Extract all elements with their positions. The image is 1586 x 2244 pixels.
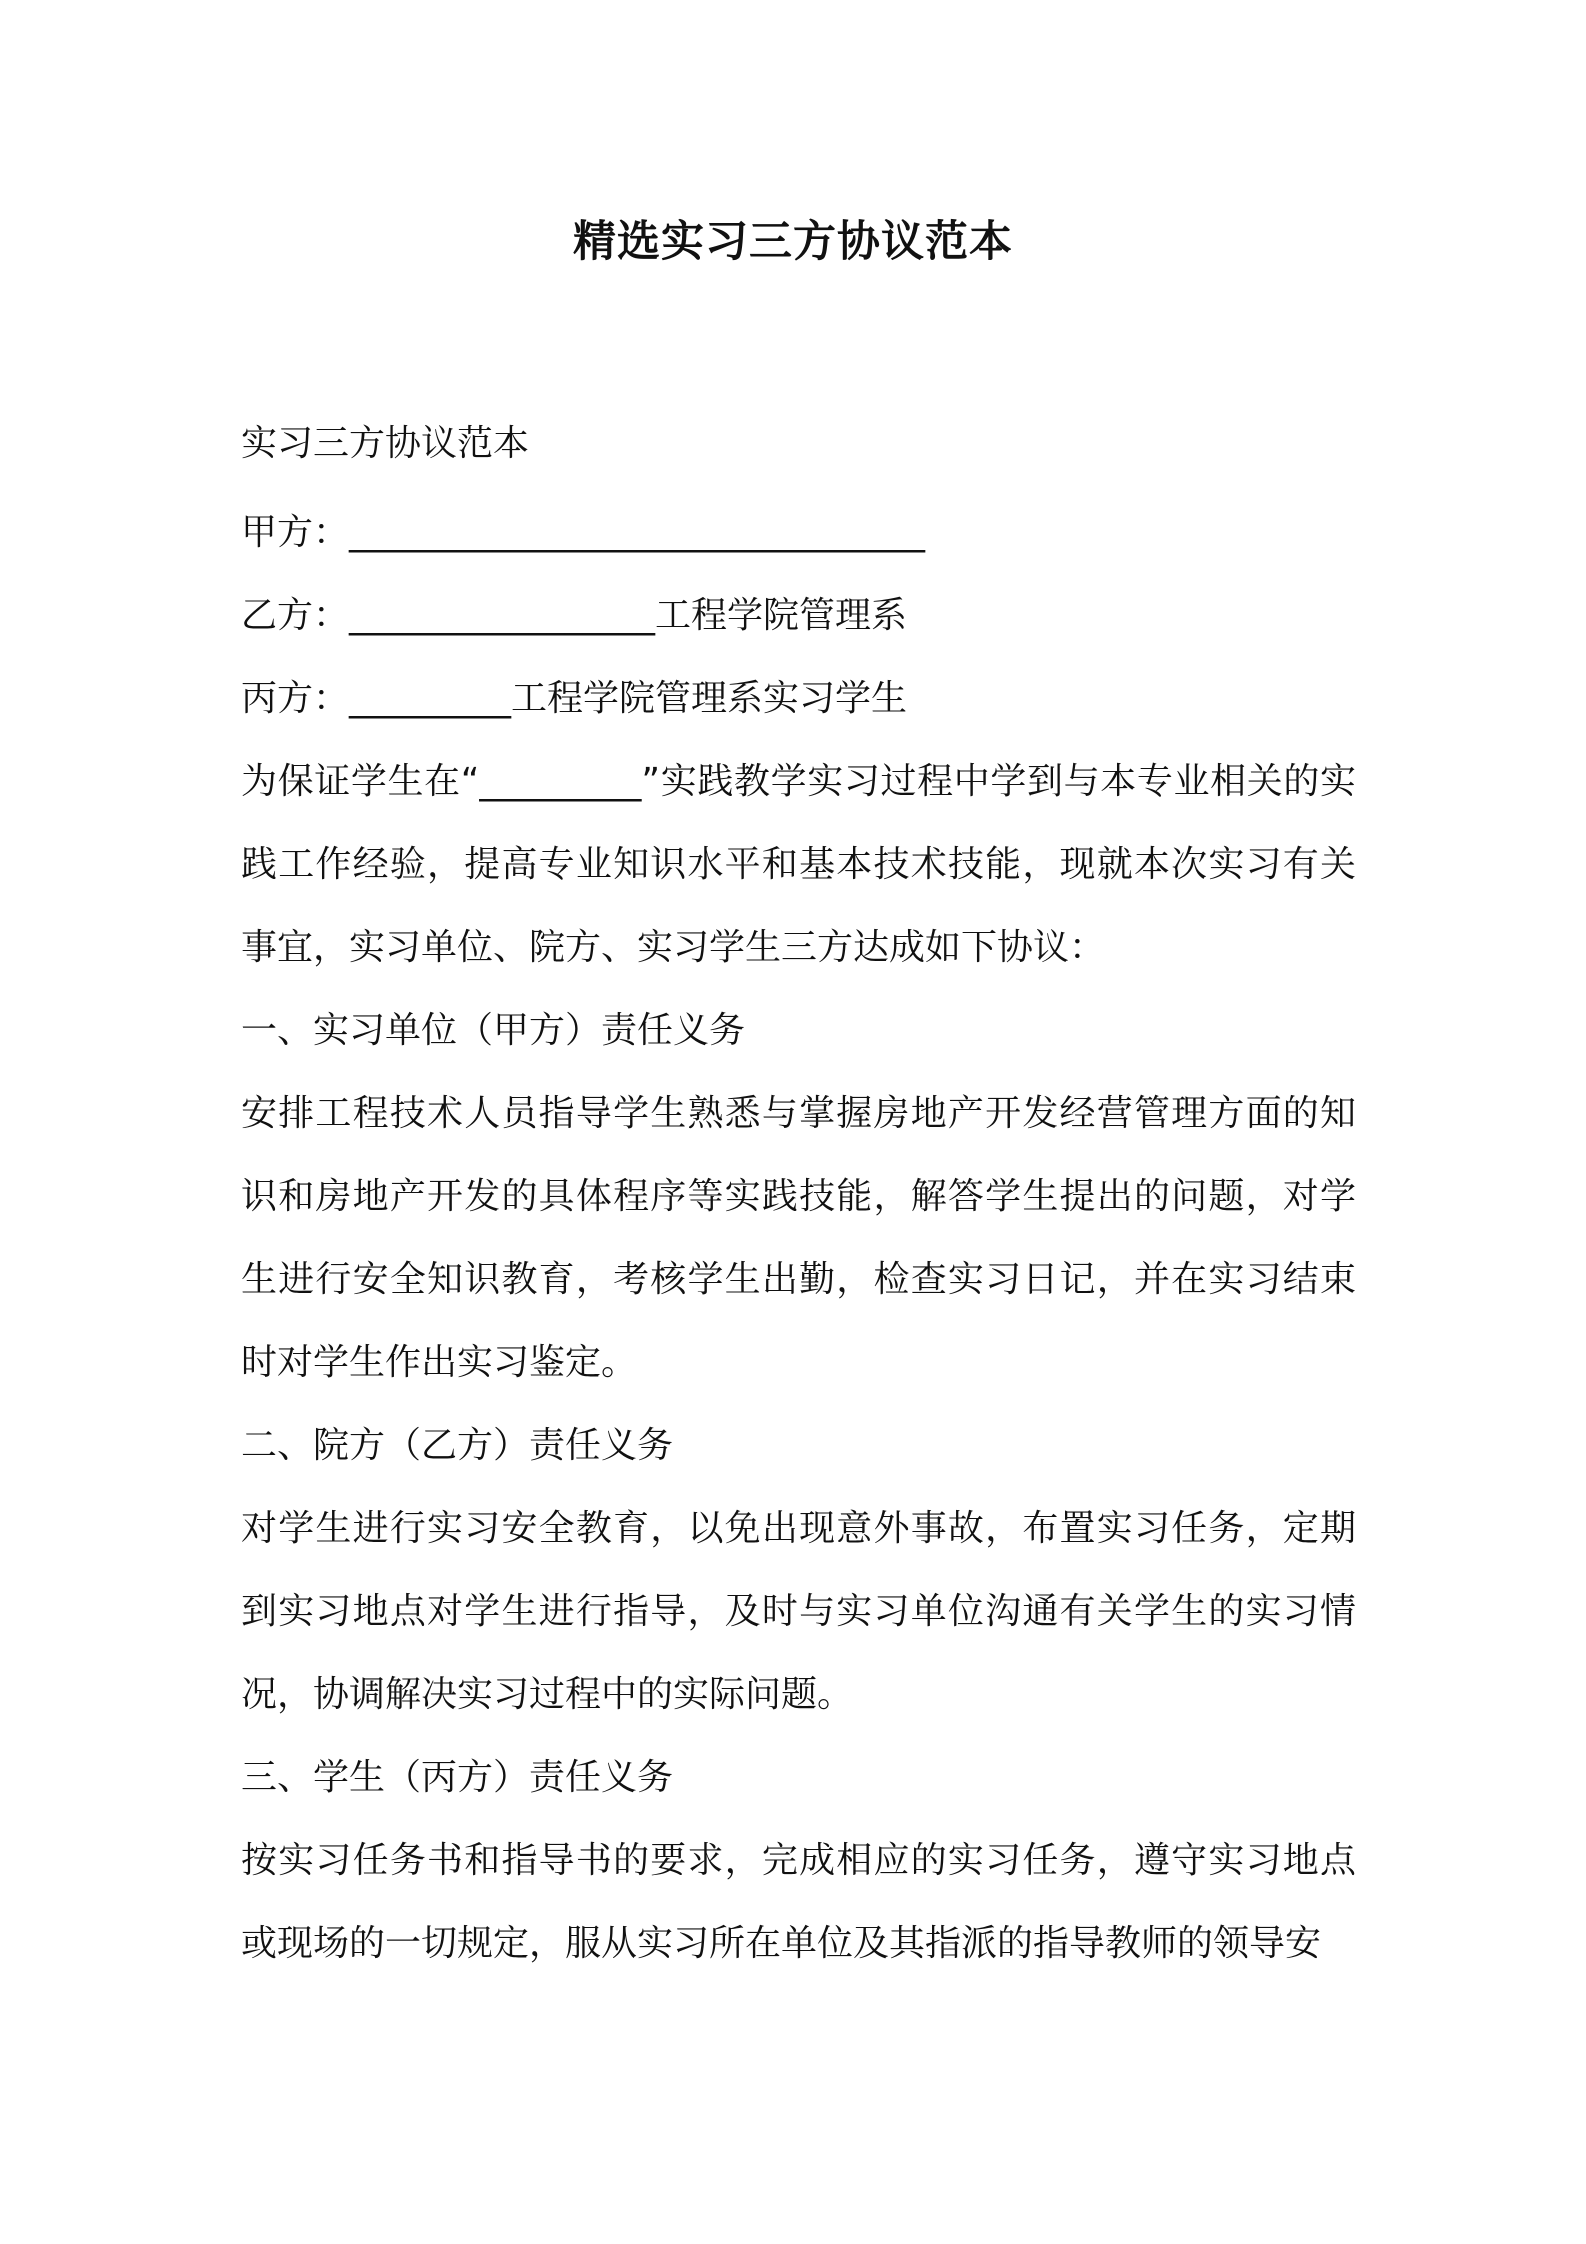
party-b-line: 乙方：_________________工程学院管理系: [241, 595, 908, 636]
document-subtitle: 实习三方协议范本: [241, 423, 530, 464]
section-3-paragraph: 按实习任务书和指导书的要求，完成相应的实习任务，遵守实习地点或现场的一切规定，服从实习所在单位及其指派的指导教师的领导安: [241, 1840, 1356, 1964]
section-1-paragraph: 安排工程技术人员指导学生熟悉与掌握房地产开发经营管理方面的知识和房地产开发的具体程序等实践技能，解答学生提出的问题，对学生进行安全知识教育，考核学生出勤，检查实习日记，并在实习结束时对学生作出实习鉴定。: [241, 1093, 1356, 1383]
document-title: 精选实习三方协议范本: [573, 217, 1013, 267]
party-a-line: 甲方：________________________________: [241, 512, 926, 553]
section-2-heading: 二、院方（乙方）责任义务: [241, 1425, 674, 1466]
section-2-paragraph: 对学生进行实习安全教育，以免出现意外事故，布置实习任务，定期到实习地点对学生进行指导，及时与实习单位沟通有关学生的实习情况，协调解决实习过程中的实际问题。: [241, 1508, 1356, 1715]
intro-paragraph: 为保证学生在“_________”实践教学实习过程中学到与本专业相关的实践工作经验，提高专业知识水平和基本技术技能，现就本次实习有关事宜，实习单位、院方、实习学生三方达成如下协议：: [241, 761, 1356, 968]
section-1-heading: 一、实习单位（甲方）责任义务: [241, 1010, 746, 1051]
section-3-heading: 三、学生（丙方）责任义务: [241, 1757, 674, 1798]
party-c-line: 丙方：_________工程学院管理系实习学生: [241, 678, 908, 719]
document-body: [241, 402, 1356, 1985]
